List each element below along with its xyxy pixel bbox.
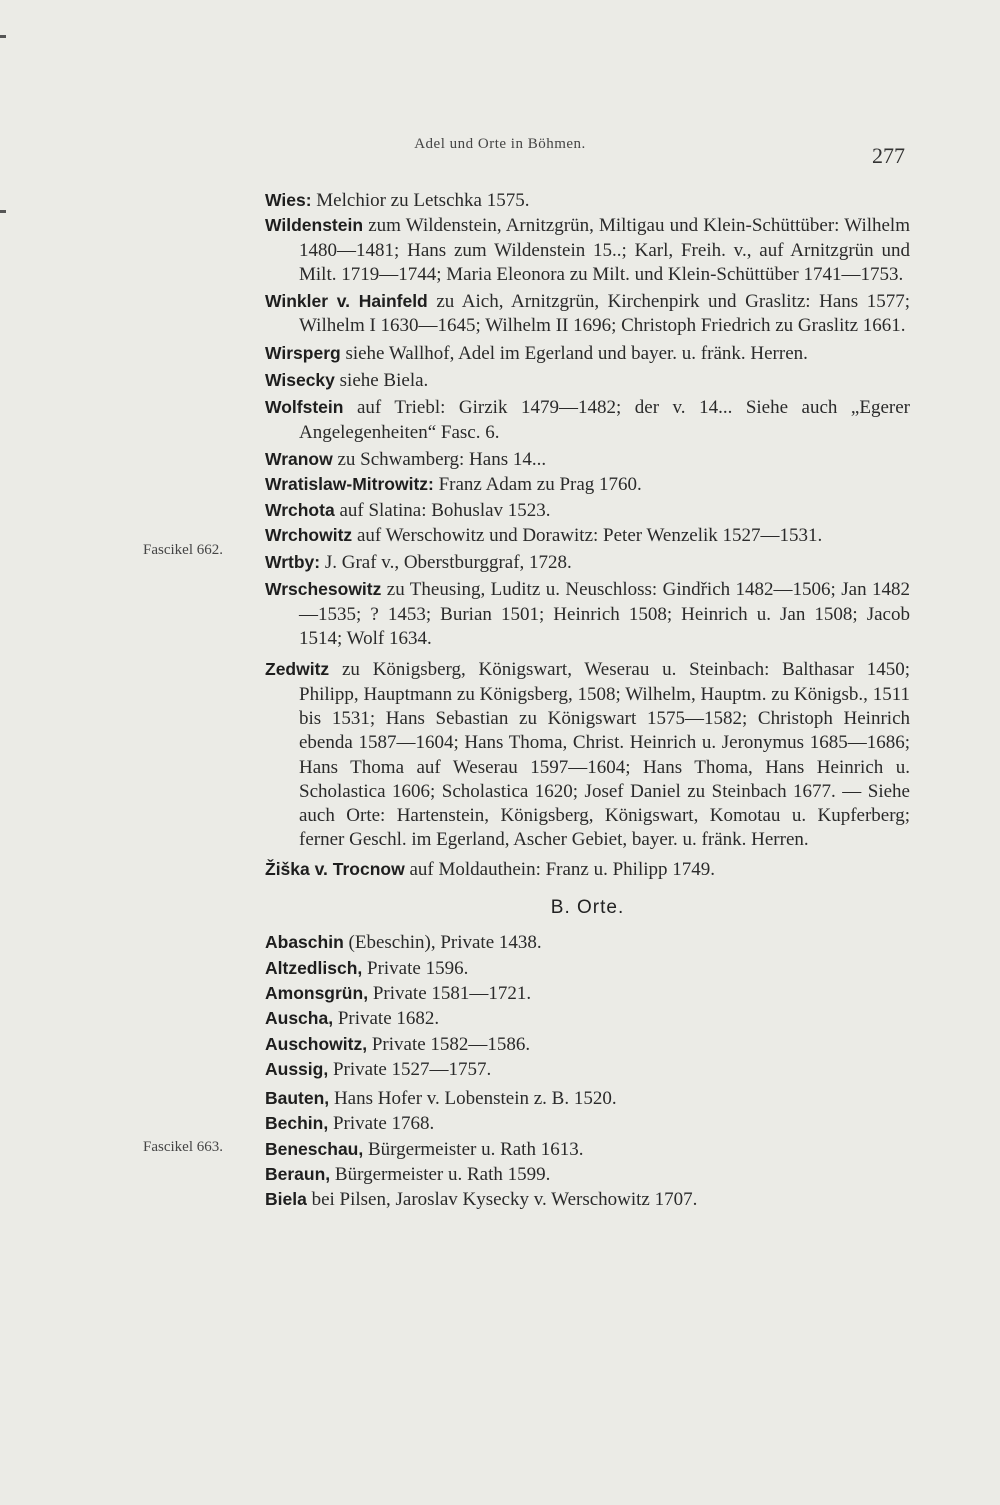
side-label-fascikel-662: Fascikel 662. — [143, 542, 223, 558]
entry-text: Private 1596. — [362, 957, 469, 979]
entry-text: (Ebeschin), Private 1438. — [343, 932, 542, 954]
nobility-entry — [265, 368, 910, 393]
entry-text: Private 1768. — [328, 1113, 435, 1135]
entry-text: zu Theusing, Luditz u. Neuschloss: Gindřich 1482—1506; Jan 1482—1535; ? 1453; Burian 1501; Heinrich 1508; Heinrich u. Jan 1508; Jacob 1514; Wolf 1634. — [299, 579, 910, 650]
entry-text: zum Wildenstein, Arnitzgrün, Miltigau und Klein-Schüttüber: Wilhelm 1480—1481; Hans zum Wildenstein 15..; Karl, Freih. v., auf Arnitzgrün und Milt. 1719—1744; Maria Eleonora zu Milt. und Klein-Schüttüber 1741—1753. — [299, 215, 910, 285]
nobility-entry — [265, 657, 910, 852]
place-entry — [265, 1006, 910, 1031]
entry-text: zu Schwamberg: Hans 14... — [332, 448, 547, 470]
entry-text: Bürgermeister u. Rath 1613. — [363, 1138, 584, 1160]
entry-head: Wirsperg — [265, 342, 341, 363]
entry-text: auf Slatina: Bohuslav 1523. — [334, 499, 551, 521]
place-entry — [265, 1137, 910, 1162]
entry-head: Zedwitz — [265, 659, 330, 680]
entry-text: auf Moldauthein: Franz u. Philipp 1749. — [404, 858, 716, 880]
entry-text: Private 1682. — [333, 1008, 440, 1030]
entry-text: auf Werschowitz und Dorawitz: Peter Wenzelik 1527—1531. — [352, 524, 823, 546]
place-entry — [265, 1187, 910, 1212]
nobility-entry — [265, 857, 910, 882]
entry-head: Biela — [265, 1189, 307, 1210]
entry-head: Altzedlisch, — [265, 957, 363, 978]
entry-text: bei Pilsen, Jaroslav Kysecky v. Werschowitz 1707. — [306, 1189, 698, 1211]
place-entry — [265, 1162, 910, 1187]
entry-head: Winkler v. Hainfeld — [265, 291, 428, 312]
place-entry — [265, 1057, 910, 1082]
entry-head: Wrtby: — [265, 552, 321, 573]
entry-text: auf Triebl: Girzik 1479—1482; der v. 14... Siehe auch „Egerer Angelegenheiten“ Fasc. 6. — [299, 397, 910, 443]
entry-head: Auscha, — [265, 1008, 334, 1029]
entry-head: Wrchota — [265, 499, 335, 520]
entry-text: zu Aich, Arnitzgrün, Kirchenpirk und Graslitz: Hans 1577; Wilhelm I 1630—1645; Wilhelm II 1696; Christoph Friedrich zu Graslitz 1661. — [299, 291, 910, 337]
entry-head: Bauten, — [265, 1088, 330, 1109]
entry-text: zu Königsberg, Königswart, Weserau u. Steinbach: Balthasar 1450; Philipp, Hauptmann zu Königsberg, 1508; Wilhelm, Hauptm. zu Königsb., 1511 bis 1531; Hans Sebastian zu Königswart 1575—1582; Christoph Heinrich ebenda 1587—1604; Hans Thoma, Christ. Heinrich u. Jeronymus 1685—1686; Hans Thoma auf Weserau 1597—1604; Hans Thoma, Hans Heinrich u. Scholastica 1606; Scholastica 1620; Josef Daniel zu Steinbach 1677. — Siehe auch Orte: Hartenstein, Königsberg, Königswart, Komotau u. Kupferberg; ferner Geschl. im Egerland, Ascher Gebiet, bayer. u. fränk. Herren. — [299, 659, 910, 851]
entry-head: Wratislaw-Mitrowitz: — [265, 474, 434, 495]
entry-text: Hans Hofer v. Lobenstein z. B. 1520. — [329, 1088, 617, 1110]
nobility-entry — [265, 188, 910, 213]
scan-edge-mark — [0, 35, 6, 38]
entry-text: Private 1581—1721. — [368, 982, 532, 1004]
place-entry — [265, 1086, 910, 1111]
nobility-entry — [265, 577, 910, 651]
nobility-entry — [265, 498, 910, 523]
place-entry — [265, 930, 910, 955]
entry-head: Wisecky — [265, 370, 335, 391]
entry-head: Wranow — [265, 448, 333, 469]
nobility-entry — [265, 523, 910, 548]
nobility-entry — [265, 395, 910, 445]
place-entry — [265, 956, 910, 981]
nobility-entry — [265, 289, 910, 339]
entry-text: siehe Biela. — [334, 370, 429, 392]
places-list — [265, 930, 910, 1212]
place-entry — [265, 1032, 910, 1057]
entry-text: siehe Wallhof, Adel im Egerland und bayer. u. fränk. Herren. — [340, 342, 808, 364]
nobility-entry — [265, 472, 910, 497]
side-label-fascikel-663: Fascikel 663. — [143, 1139, 223, 1155]
entry-text: Private 1527—1757. — [328, 1058, 492, 1080]
entry-head: Bechin, — [265, 1113, 329, 1134]
entry-text: Bürgermeister u. Rath 1599. — [330, 1163, 551, 1185]
entry-head: Žiška v. Trocnow — [265, 858, 405, 879]
entry-list — [265, 188, 910, 1213]
entry-text: Franz Adam zu Prag 1760. — [433, 474, 642, 496]
entry-head: Aussig, — [265, 1058, 329, 1079]
entry-head: Wrschesowitz — [265, 579, 382, 600]
entry-head: Wies: — [265, 190, 312, 210]
scan-edge-mark — [0, 210, 6, 213]
place-entry — [265, 981, 910, 1006]
running-head: Adel und Orte in Böhmen. — [414, 136, 586, 152]
entry-text: Private 1582—1586. — [367, 1033, 531, 1055]
place-entry — [265, 1111, 910, 1136]
nobility-entry — [265, 213, 910, 287]
entry-head: Wrchowitz — [265, 524, 353, 545]
entry-head: Amonsgrün, — [265, 982, 369, 1003]
entry-text: Melchior zu Letschka 1575. — [311, 190, 530, 211]
entry-text: J. Graf v., Oberstburggraf, 1728. — [320, 552, 572, 574]
section-title-orte: B. Orte. — [550, 897, 625, 919]
nobility-entry — [265, 550, 910, 575]
nobility-entry — [265, 341, 910, 366]
entry-head: Beraun, — [265, 1163, 331, 1184]
entry-head: Wildenstein — [265, 215, 364, 236]
entry-head: Wolfstein — [265, 397, 344, 418]
entry-head: Auschowitz, — [265, 1033, 368, 1054]
entry-head: Beneschau, — [265, 1138, 364, 1159]
entry-head: Abaschin — [265, 932, 344, 953]
nobility-entry — [265, 447, 910, 472]
page-number: 277 — [872, 143, 905, 168]
